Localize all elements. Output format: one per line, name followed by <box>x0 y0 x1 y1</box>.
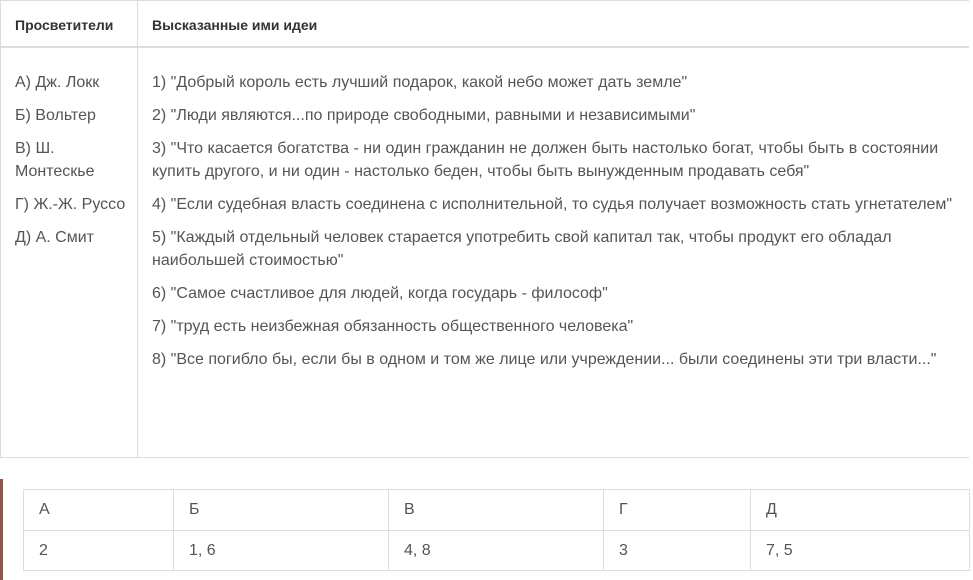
answer-value-cell: 7, 5 <box>751 531 970 571</box>
enlighteners-list <box>15 71 131 259</box>
answer-letters-row <box>24 490 970 531</box>
ideas-list <box>152 71 957 381</box>
idea-item: 3) "Что касается богатства - ни один гражданин не должен быть настолько богат, чтобы быть в состоянии купить другого, и ни один - настолько беден, чтобы быть вынужденным продавать себя" <box>152 140 939 180</box>
answer-letter-cell: Г <box>604 490 751 531</box>
header-enlighteners: Просветители <box>15 17 114 33</box>
enlightener-item: Б) Вольтер <box>15 107 96 124</box>
answer-block <box>0 479 969 580</box>
answer-letter-cell: Б <box>174 490 389 531</box>
idea-item: 2) "Люди являются...по природе свободными, равными и независимыми" <box>152 107 696 124</box>
idea-item: 6) "Самое счастливое для людей, когда государь - философ" <box>152 285 608 302</box>
idea-item: 4) "Если судебная власть соединена с исполнительной, то судья получает возможность стать угнетателем" <box>152 196 953 213</box>
enlightener-item: В) Ш. Монтескье <box>15 140 95 180</box>
idea-item: 1) "Добрый король есть лучший подарок, какой небо может дать земле" <box>152 74 688 91</box>
enlightener-item: Д) А. Смит <box>15 229 94 246</box>
idea-item: 7) "труд есть неизбежная обязанность общественного человека" <box>152 318 634 335</box>
answer-value-cell: 4, 8 <box>389 531 604 571</box>
answer-letter-cell: В <box>389 490 604 531</box>
enlightener-item: Г) Ж.-Ж. Руссо <box>15 196 126 213</box>
answer-table <box>23 489 970 571</box>
answer-value-cell: 3 <box>604 531 751 571</box>
answer-value-cell: 1, 6 <box>174 531 389 571</box>
header-ideas: Высказанные ими идеи <box>152 17 318 33</box>
answer-value-cell: 2 <box>24 531 174 571</box>
answer-accent-bar <box>0 479 3 580</box>
table-header-row <box>1 1 969 48</box>
idea-item: 8) "Все погибло бы, если бы в одном и том же лице или учреждении... были соединены эти три власти..." <box>152 351 937 368</box>
answer-letter-cell: А <box>24 490 174 531</box>
enlightener-item: А) Дж. Локк <box>15 74 100 91</box>
column-divider <box>137 1 138 457</box>
idea-item: 5) "Каждый отдельный человек старается употребить свой капитал так, чтобы продукт его обладал наибольшей стоимостью" <box>152 229 892 269</box>
answer-values-row <box>24 531 970 571</box>
answer-letter-cell: Д <box>751 490 970 531</box>
